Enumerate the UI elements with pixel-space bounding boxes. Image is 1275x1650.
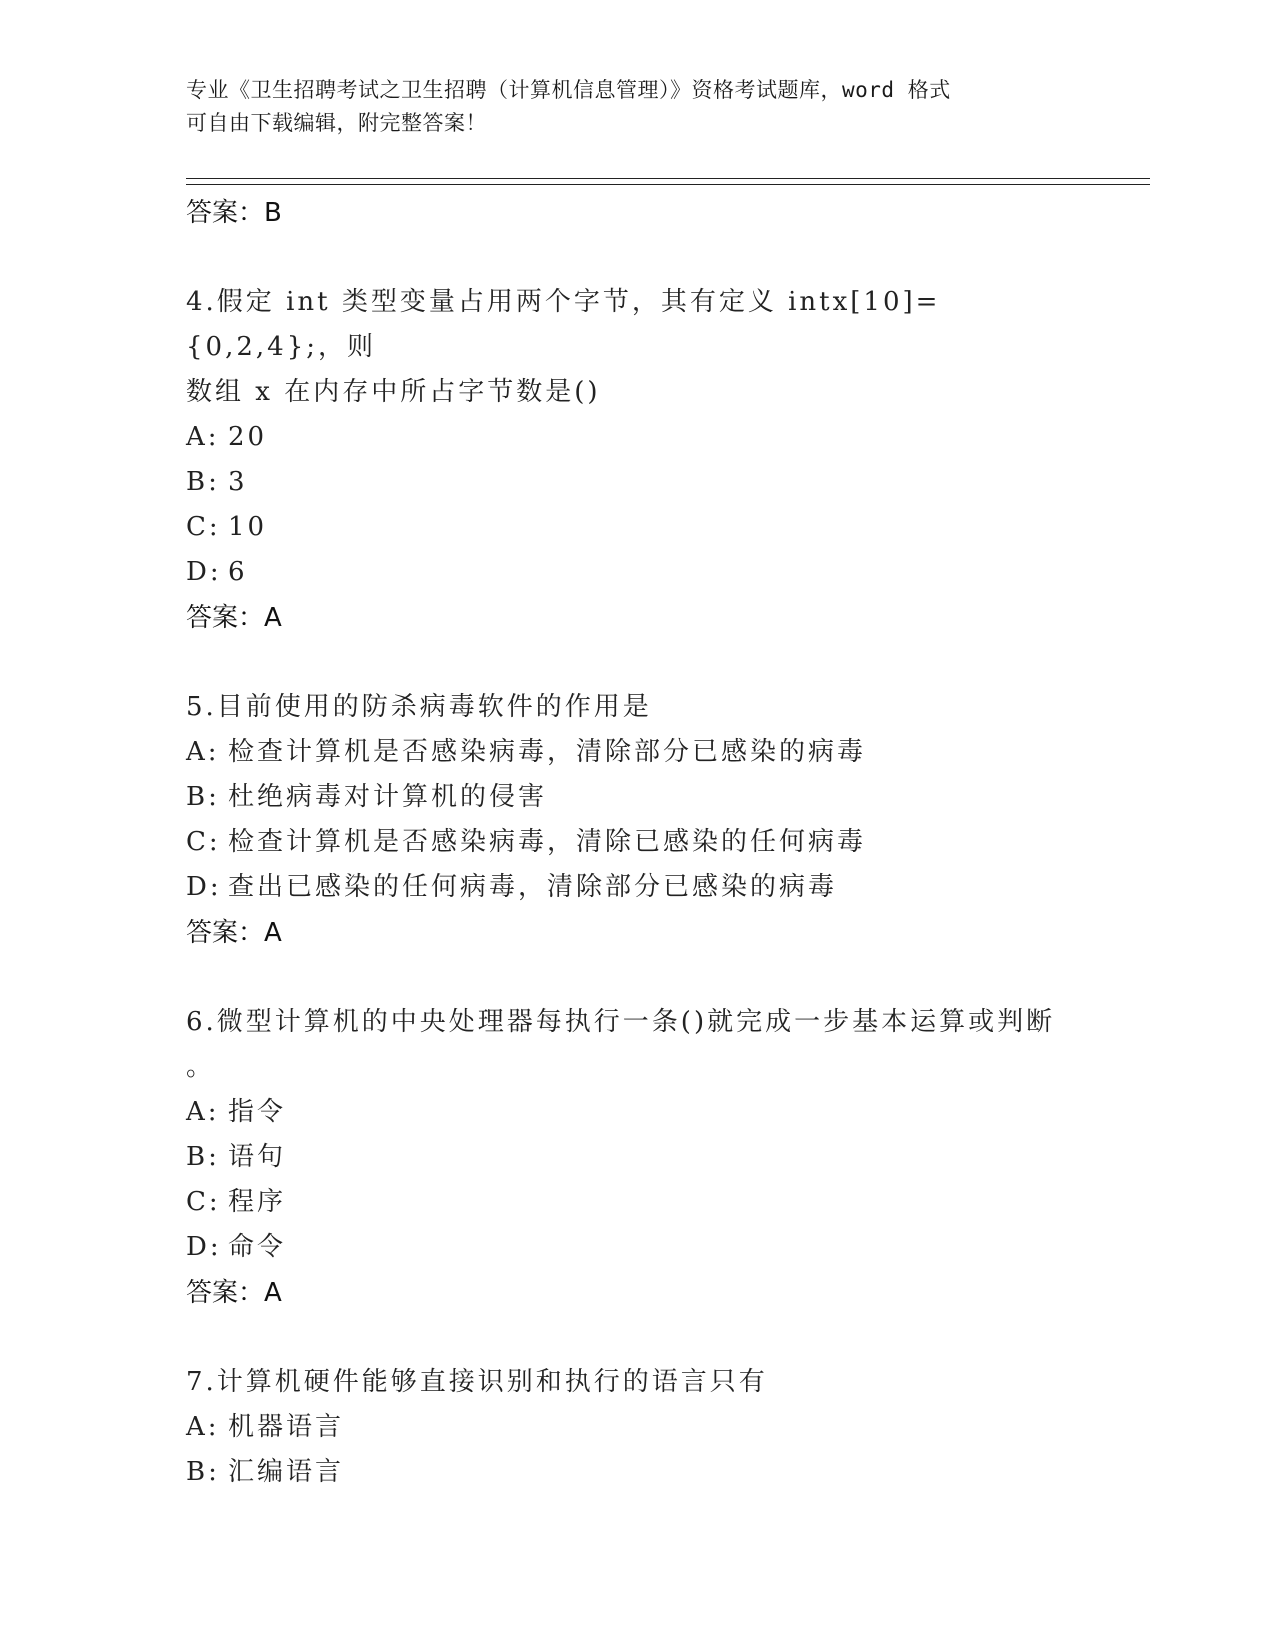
option-b xyxy=(186,775,1086,820)
question-text: 4.假定 int 类型变量占用两个字节，其有定义 intx[10]={0,2,4};，则 xyxy=(186,287,941,362)
option-a xyxy=(186,1405,1086,1450)
option-text: 检查计算机是否感染病毒，清除已感染的任何病毒 xyxy=(228,827,867,857)
question-block xyxy=(186,1360,1086,1495)
option-letter: B: xyxy=(186,782,220,812)
option-letter: A: xyxy=(186,737,220,767)
header-divider-top xyxy=(186,178,1150,179)
option-letter: C: xyxy=(186,827,221,857)
option-letter: A: xyxy=(186,422,220,452)
option-text: 语句 xyxy=(228,1142,287,1172)
option-b xyxy=(186,460,1086,505)
question-block xyxy=(186,1000,1086,1316)
option-c xyxy=(186,505,1086,550)
option-letter: C: xyxy=(186,512,221,542)
option-c xyxy=(186,820,1086,865)
answer-label: 答案：A xyxy=(186,918,282,948)
header-line-1: 专业《卫生招聘考试之卫生招聘（计算机信息管理）》资格考试题库，word 格式 xyxy=(186,78,951,102)
option-d xyxy=(186,865,1086,910)
question-text: 。 xyxy=(186,1052,216,1082)
option-letter: D: xyxy=(186,872,222,902)
option-text: 命令 xyxy=(228,1232,287,1262)
option-letter: B: xyxy=(186,1142,220,1172)
option-b xyxy=(186,1450,1086,1495)
option-text: 20 xyxy=(228,422,268,452)
answer-label: 答案：B xyxy=(186,198,282,228)
option-text: 10 xyxy=(228,512,268,542)
header-divider-bottom xyxy=(186,184,1150,185)
question-text: 6.微型计算机的中央处理器每执行一条()就完成一步基本运算或判断 xyxy=(186,1007,1056,1037)
header-line-2: 可自由下载编辑，附完整答案！ xyxy=(186,111,487,135)
question-text: 7.计算机硬件能够直接识别和执行的语言只有 xyxy=(186,1367,768,1397)
option-text: 程序 xyxy=(228,1187,287,1217)
option-text: 6 xyxy=(228,557,248,587)
option-d xyxy=(186,1225,1086,1270)
question-block xyxy=(186,280,1086,641)
option-b xyxy=(186,1135,1086,1180)
option-letter: C: xyxy=(186,1187,221,1217)
option-letter: A: xyxy=(186,1412,220,1442)
option-text: 指令 xyxy=(228,1097,287,1127)
question-list xyxy=(186,190,1086,1495)
option-text: 汇编语言 xyxy=(228,1457,345,1487)
option-text: 机器语言 xyxy=(228,1412,345,1442)
option-text: 查出已感染的任何病毒，清除部分已感染的病毒 xyxy=(228,872,838,902)
option-d xyxy=(186,550,1086,595)
question-block xyxy=(186,685,1086,956)
option-a xyxy=(186,1090,1086,1135)
option-a xyxy=(186,730,1086,775)
answer-label: 答案：A xyxy=(186,603,282,633)
answer-label: 答案：A xyxy=(186,1278,282,1308)
page-header xyxy=(186,74,1066,140)
question-text: 5.目前使用的防杀病毒软件的作用是 xyxy=(186,692,652,722)
option-letter: D: xyxy=(186,1232,222,1262)
option-letter: A: xyxy=(186,1097,220,1127)
option-letter: B: xyxy=(186,467,220,497)
question-text: 数组 x 在内存中所占字节数是() xyxy=(186,377,601,407)
option-c xyxy=(186,1180,1086,1225)
option-letter: B: xyxy=(186,1457,220,1487)
option-a xyxy=(186,415,1086,460)
option-text: 杜绝病毒对计算机的侵害 xyxy=(228,782,548,812)
option-text: 3 xyxy=(228,467,248,497)
option-letter: D: xyxy=(186,557,222,587)
option-text: 检查计算机是否感染病毒，清除部分已感染的病毒 xyxy=(228,737,867,767)
